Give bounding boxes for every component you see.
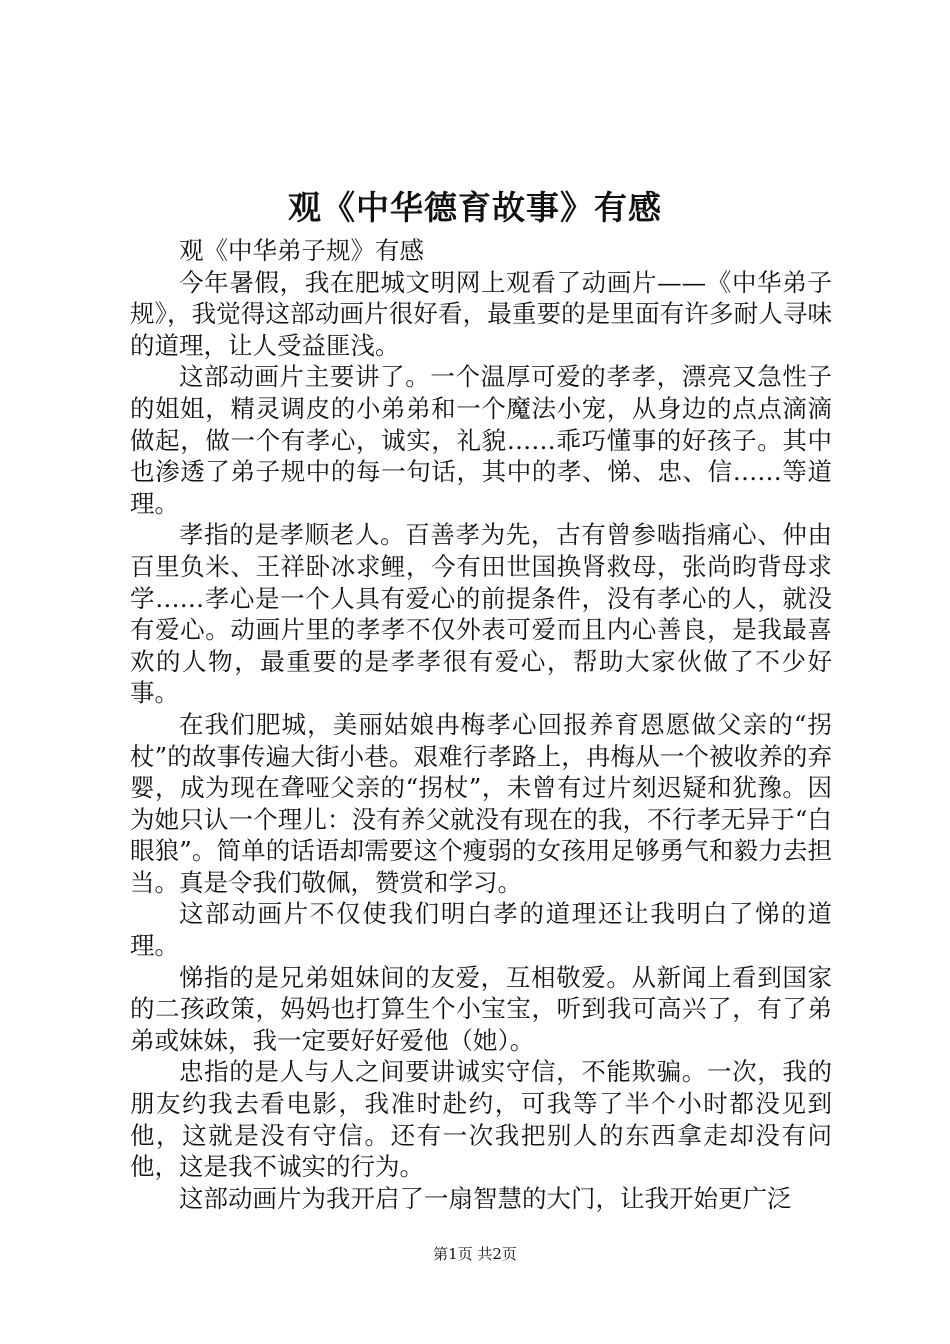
paragraph: 这部动画片不仅使我们明白孝的道理还让我明白了悌的道理。: [130, 899, 832, 961]
page-footer: 第1页 共2页: [433, 1245, 517, 1263]
document-body: [130, 235, 832, 1214]
paragraph: 忠指的是人与人之间要讲诚实守信，不能欺骗。一次，我的朋友约我去看电影，我准时赴约，可我等了半个小时都没见到他，这就是没有守信。还有一次我把别人的东西拿走却没有问他，这是我不诚实的行为。: [130, 1057, 832, 1182]
paragraph: 今年暑假，我在肥城文明网上观看了动画片——《中华弟子规》，我觉得这部动画片很好看，最重要的是里面有许多耐人寻味的道理，让人受益匪浅。: [130, 267, 832, 360]
paragraph: 这部动画片主要讲了。一个温厚可爱的孝孝，漂亮又急性子的姐姐，精灵调皮的小弟弟和一个魔法小宠，从身边的点点滴滴做起，做一个有孝心，诚实，礼貌……乖巧懂事的好孩子。其中也渗透了弟子规中的每一句话，其中的孝、悌、忠、信……等道理。: [130, 362, 832, 518]
document-title: 观《中华德育故事》有感: [288, 188, 662, 227]
paragraph: 悌指的是兄弟姐妹间的友爱，互相敬爱。从新闻上看到国家的二孩政策，妈妈也打算生个小宝宝，听到我可高兴了，有了弟弟或妹妹，我一定要好好爱他（她）。: [130, 962, 832, 1055]
paragraph: 在我们肥城，美丽姑娘冉梅孝心回报养育恩愿做父亲的“拐杖”的故事传遍大街小巷。艰难行孝路上，冉梅从一个被收养的弃婴，成为现在聋哑父亲的“拐杖”，未曾有过片刻迟疑和犹豫。因为她只认一个理儿：没有养父就没有现在的我，不行孝无异于“白眼狼”。简单的话语却需要这个瘦弱的女孩用足够勇气和毅力去担当。真是令我们敬佩，赞赏和学习。: [130, 709, 832, 897]
paragraph: 孝指的是孝顺老人。百善孝为先，古有曾参啮指痛心、仲由百里负米、王祥卧冰求鲤，今有田世国换肾救母，张尚昀背母求学……孝心是一个人具有爱心的前提条件，没有孝心的人，就没有爱心。动画片里的孝孝不仅外表可爱而且内心善良，是我最喜欢的人物，最重要的是孝孝很有爱心，帮助大家伙做了不少好事。: [130, 520, 832, 708]
paragraph-subtitle: 观《中华弟子规》有感: [179, 236, 424, 265]
paragraph: 这部动画片为我开启了一扇智慧的大门，让我开始更广泛: [179, 1183, 792, 1213]
